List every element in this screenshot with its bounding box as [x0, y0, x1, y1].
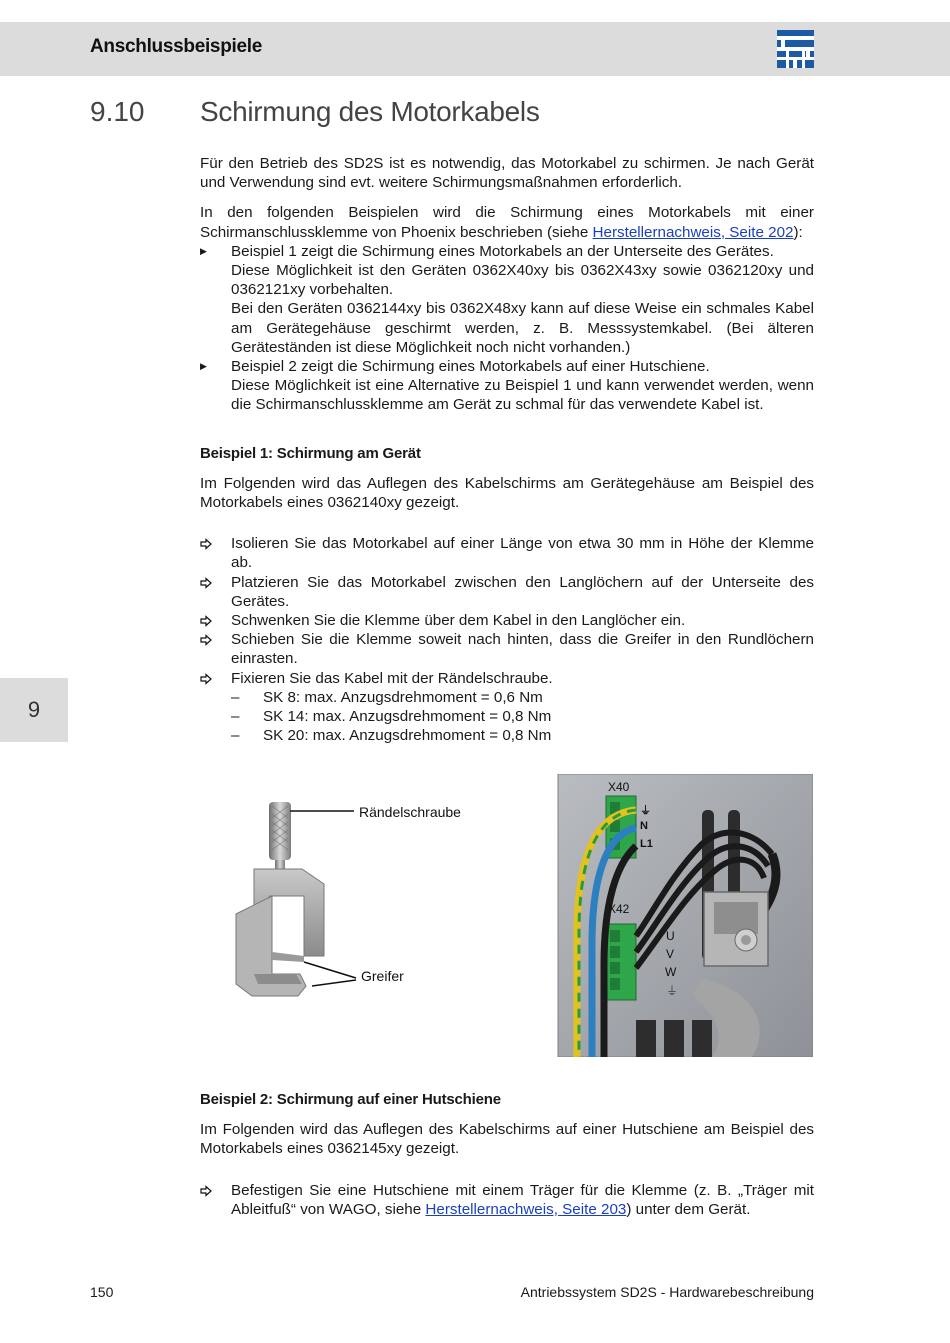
example-bullet-list — [200, 242, 814, 415]
step-item: Fixieren Sie das Kabel mit der Rändelschraube. – SK 8: max. Anzugsdrehmoment = 0,6 Nm – SK 14: max. Anzugsdrehmoment = 0,8 Nm – SK 20: max. Anzugsdrehmoment = 0,8 Nm — [200, 669, 814, 746]
header-title: Anschlussbeispiele — [90, 36, 263, 57]
document-title: Antriebssystem SD2S - Hardwarebeschreibung — [520, 1284, 814, 1300]
step-arrow-icon — [200, 577, 212, 589]
x42-pin-w: W — [665, 965, 677, 979]
x40-pin-l1: L1 — [640, 838, 653, 850]
torque-item: – SK 8: max. Anzugsdrehmoment = 0,6 Nm — [231, 688, 543, 706]
step-item: Schwenken Sie die Klemme über dem Kabel in den Langlöcher ein. — [200, 611, 814, 630]
x42-pin-v: V — [666, 947, 675, 961]
manufacturer-link-203[interactable]: Herstellernachweis, Seite 203 — [425, 1200, 627, 1218]
dash-icon: – — [231, 727, 240, 745]
torque-item: – SK 20: max. Anzugsdrehmoment = 0,8 Nm — [231, 727, 552, 745]
dash-icon: – — [231, 688, 240, 706]
x40-pin-pe: ⏚ — [640, 805, 651, 817]
example2-text: Im Folgenden wird das Auflegen des Kabelschirms auf einer Hutschiene am Beispiel des Motorkabels eines 0362145xy gezeigt. — [200, 1121, 814, 1158]
intro-paragraph-1: Für den Betrieb des SD2S ist es notwendig, das Motorkabel zu schirmen. Je nach Gerät und Verwendung sind evt. weitere Schirmungsmaßnahmen erforderlich. — [200, 155, 814, 192]
example2-steps — [200, 1181, 814, 1219]
label-grip: Greifer — [361, 968, 404, 984]
step-arrow-icon — [200, 538, 212, 550]
dash-icon: – — [231, 708, 240, 726]
terminal-x40: X40 — [608, 780, 630, 794]
company-logo — [777, 30, 814, 68]
example1-text: Im Folgenden wird das Auflegen des Kabelschirms am Gerätegehäuse am Beispiel des Motorkabels eines 0362140xy gezeigt. — [200, 474, 814, 512]
main-content — [200, 154, 814, 745]
section-title: Schirmung des Motorkabels — [200, 96, 540, 127]
label-screw: Rändelschraube — [359, 804, 461, 820]
step-item: Befestigen Sie eine Hutschiene mit einem Träger für die Klemme (z. B. „Träger mit Ableitfuß“ von WAGO, siehe Herstellernachweis, Seite 203) unter dem Gerät. — [200, 1181, 814, 1219]
chapter-tab: 9 — [0, 678, 68, 742]
page-number: 150 — [90, 1284, 114, 1300]
example2-section — [200, 1090, 814, 1219]
x40-pin-n: N — [640, 820, 648, 832]
step-item: Isolieren Sie das Motorkabel auf einer Länge von etwa 30 mm in Höhe der Klemme ab. — [200, 534, 814, 572]
list-item: ▶ Beispiel 2 zeigt die Schirmung eines Motorkabels auf einer Hutschiene. Diese Möglichkeit ist eine Alternative zu Beispiel 1 und kann verwendet werden, wenn die Schirmanschlussklemme am Gerät zu schmal für das verwendete Kabel ist. — [200, 358, 814, 414]
terminal-x42: X42 — [608, 902, 630, 916]
example1-heading: Beispiel 1: Schirmung am Gerät — [200, 444, 421, 462]
step-arrow-icon — [200, 1185, 212, 1197]
x42-pin-pe: ⏚ — [666, 984, 679, 998]
clamp-figure — [232, 774, 813, 1057]
x42-pin-u: U — [666, 929, 675, 943]
triangle-bullet-icon: ▶ — [200, 361, 207, 372]
manufacturer-link-202[interactable]: Herstellernachweis, Seite 202 — [592, 223, 794, 241]
list-item: ▶ Beispiel 1 zeigt die Schirmung eines Motorkabels an der Unterseite des Gerätes. Diese Möglichkeit ist den Geräten 0362X40xy bis 0362X43xy sowie 0362120xy und 0362121xy vorbehalten. Bei den Geräten 0362144xy bis 0362X48xy kann auf diese Weise ein schmales Kabel am Gerätegehäuse geschirmt werden, z. B. Messsystemkabel. (Bei älteren Geräteständen ist diese Möglichkeit noch nicht vorhanden.) — [200, 242, 814, 356]
step-arrow-icon — [200, 673, 212, 685]
step-arrow-icon — [200, 615, 212, 627]
example1-steps — [200, 534, 814, 745]
device-photo — [558, 774, 813, 1057]
triangle-bullet-icon: ▶ — [200, 245, 207, 256]
section-number: 9.10 — [90, 96, 145, 127]
clamp-part — [236, 802, 356, 996]
torque-item: – SK 14: max. Anzugsdrehmoment = 0,8 Nm — [231, 708, 552, 726]
torque-list — [231, 688, 814, 746]
step-item: Schieben Sie die Klemme soweit nach hinten, dass die Greifer in den Rundlöchern einrasten. — [200, 630, 814, 668]
step-item: Platzieren Sie das Motorkabel zwischen den Langlöchern auf der Unterseite des Gerätes. — [200, 573, 814, 611]
example2-heading: Beispiel 2: Schirmung auf einer Hutschiene — [200, 1091, 501, 1108]
clamp-illustration — [232, 774, 813, 1057]
intro-paragraph-2: In den folgenden Beispielen wird die Schirmung eines Motorkabels mit einer Schirmanschlussklemme von Phoenix beschrieben (siehe Herstellernachweis, Seite 202): — [200, 204, 814, 241]
step-arrow-icon — [200, 634, 212, 646]
